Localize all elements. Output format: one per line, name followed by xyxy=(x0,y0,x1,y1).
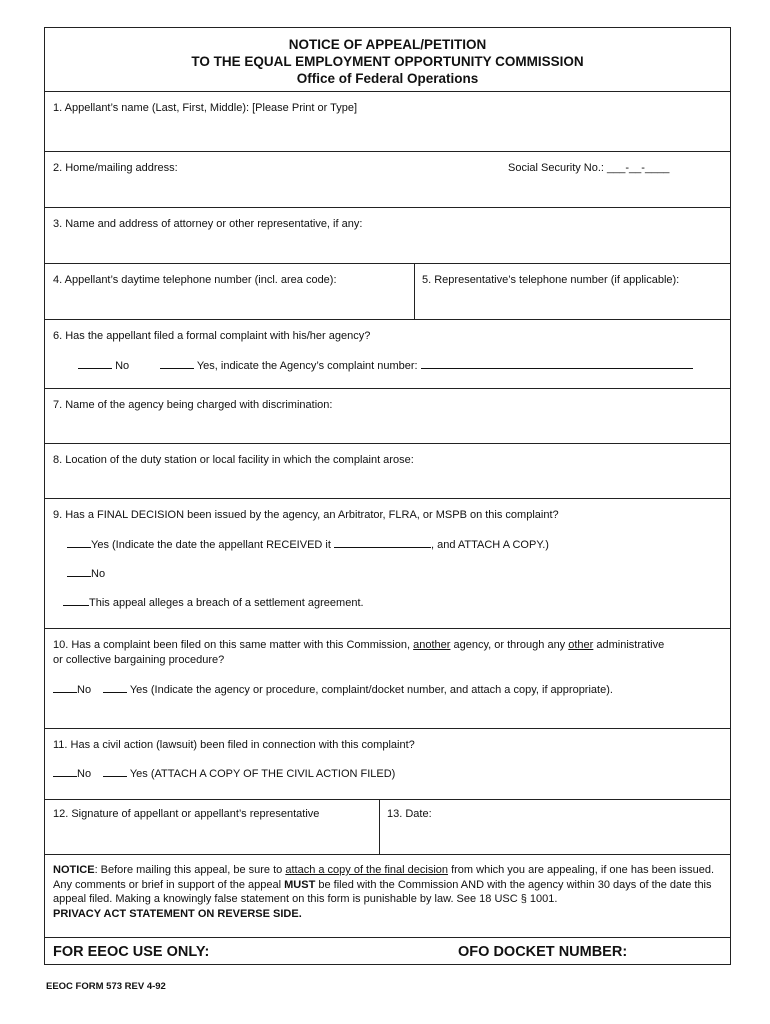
eeoc-use-only-label: FOR EEOC USE ONLY: xyxy=(53,944,210,960)
other-complaint-label-line2: or collective bargaining procedure? xyxy=(53,654,225,666)
final-decision-no-option[interactable]: No xyxy=(67,566,105,581)
column-divider xyxy=(379,800,380,854)
signature-row xyxy=(45,800,730,855)
appeal-form xyxy=(44,27,731,965)
signature-label[interactable]: 12. Signature of appellant or appellant’s representative xyxy=(53,808,320,820)
formal-complaint-section xyxy=(45,320,730,389)
other-complaint-yes-option[interactable]: Yes (Indicate the agency or procedure, complaint/docket number, and attach a copy, if appropriate). xyxy=(103,682,613,697)
notice-text: NOTICE: Before mailing this appeal, be sure to attach a copy of the final decision from which you are appealing, if one has been issued. Any comments or brief in support of the appeal MUST be filed with the Commission AND with the agency within 30 days of the date this appeal filed. Making a knowingly false statement on this form is punishable by law. See 18 USC § 1001. PRIVACY ACT STATEMENT ON REVERSE SIDE. xyxy=(53,864,715,920)
civil-action-yes-option[interactable]: Yes (ATTACH A COPY OF THE CIVIL ACTION FILED) xyxy=(103,766,395,781)
final-decision-label: 9. Has a FINAL DECISION been issued by the agency, an Arbitrator, FLRA, or MSPB on this complaint? xyxy=(53,509,559,521)
other-complaint-section xyxy=(45,629,730,729)
formal-complaint-yes-option[interactable]: Yes, indicate the Agency’s complaint number: xyxy=(160,358,693,373)
appellant-phone-label[interactable]: 4. Appellant’s daytime telephone number (incl. area code): xyxy=(53,274,337,286)
civil-action-label: 11. Has a civil action (lawsuit) been filed in connection with this complaint? xyxy=(53,739,415,751)
mailing-address-field[interactable] xyxy=(45,152,730,208)
eeoc-use-row xyxy=(45,938,730,966)
other-complaint-label: 10. Has a complaint been filed on this same matter with this Commission, another agency, or through any other administrative xyxy=(53,639,665,651)
column-divider xyxy=(414,264,415,319)
telephone-row xyxy=(45,264,730,320)
form-title-line3: Office of Federal Operations xyxy=(296,71,479,86)
other-complaint-no-option[interactable]: No xyxy=(53,682,91,697)
final-decision-reminder: attach a copy of the final decision xyxy=(285,864,449,876)
form-title-line1: NOTICE OF APPEAL/PETITION xyxy=(288,37,487,52)
notice-section xyxy=(45,855,730,938)
mailing-address-label: 2. Home/mailing address: xyxy=(53,162,178,174)
duty-station-field[interactable] xyxy=(45,444,730,499)
form-header xyxy=(45,28,730,92)
final-decision-section xyxy=(45,499,730,629)
form-title-line2: TO THE EQUAL EMPLOYMENT OPPORTUNITY COMMISSION xyxy=(191,54,584,69)
agency-charged-field[interactable] xyxy=(45,389,730,444)
final-decision-yes-option[interactable]: Yes (Indicate the date the appellant RECEIVED it , and ATTACH A COPY.) xyxy=(67,537,549,552)
formal-complaint-no-option[interactable]: No xyxy=(78,358,129,373)
date-label[interactable]: 13. Date: xyxy=(387,808,432,820)
duty-station-label: 8. Location of the duty station or local facility in which the complaint arose: xyxy=(53,454,414,466)
appellant-name-field[interactable] xyxy=(45,92,730,152)
representative-field[interactable] xyxy=(45,208,730,264)
representative-phone-label[interactable]: 5. Representative’s telephone number (if applicable): xyxy=(422,274,680,286)
appellant-name-label: 1. Appellant’s name (Last, First, Middle): [Please Print or Type] xyxy=(53,102,358,114)
civil-action-section xyxy=(45,729,730,800)
formal-complaint-label: 6. Has the appellant filed a formal complaint with his/her agency? xyxy=(53,330,371,342)
representative-label: 3. Name and address of attorney or other representative, if any: xyxy=(53,218,363,230)
ofo-docket-number-label: OFO DOCKET NUMBER: xyxy=(458,944,628,960)
agency-charged-label: 7. Name of the agency being charged with discrimination: xyxy=(53,399,333,411)
settlement-breach-option[interactable]: This appeal alleges a breach of a settlement agreement. xyxy=(63,595,364,610)
privacy-act-statement: PRIVACY ACT STATEMENT ON REVERSE SIDE. xyxy=(53,907,302,920)
notice-heading: NOTICE xyxy=(53,864,95,876)
civil-action-no-option[interactable]: No xyxy=(53,766,91,781)
ssn-label[interactable]: Social Security No.: ___-__-____ xyxy=(508,162,670,174)
form-number: EEOC FORM 573 REV 4-92 xyxy=(46,981,166,992)
